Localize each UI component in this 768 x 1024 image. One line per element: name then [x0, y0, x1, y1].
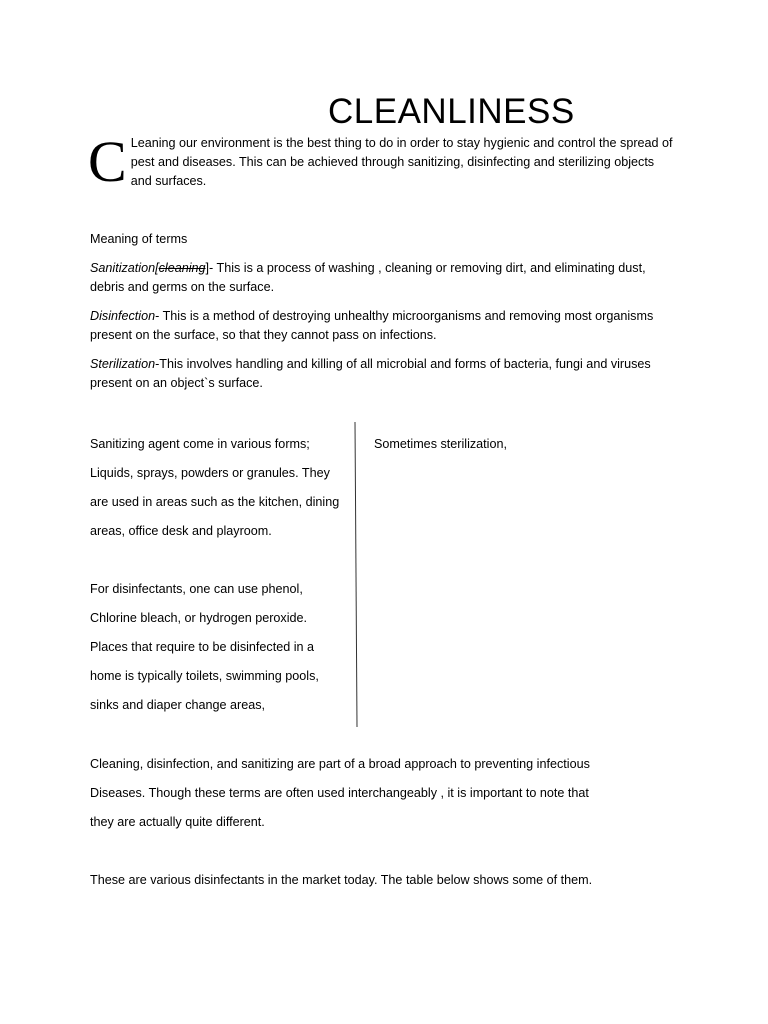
bracket-close: ] — [205, 261, 210, 275]
drop-cap: C — [88, 129, 127, 194]
bottom-line: Cleaning, disinfection, and sanitizing are part of a broad approach to preventing infectious — [90, 757, 590, 771]
bottom-section — [90, 750, 670, 895]
left-line: home is typically toilets, swimming pools, — [90, 669, 319, 683]
right-column — [374, 430, 674, 459]
left-line: sinks and diaper change areas, — [90, 698, 266, 712]
disinfection-paragraph — [90, 307, 670, 345]
page-title: CLEANLINESS — [328, 92, 575, 131]
spacer — [90, 546, 352, 575]
left-line: are used in areas such as the kitchen, dining — [90, 495, 340, 509]
term-sterilization: Sterilization — [90, 357, 156, 371]
sanitization-paragraph — [90, 259, 670, 297]
sanitization-definition: - This is a process of washing , cleaning or removing dirt, and eliminating dust, debris and germs on the surface. — [90, 261, 646, 294]
bottom-line: they are actually quite different. — [90, 815, 265, 829]
right-text: Sometimes sterilization, — [374, 437, 507, 451]
left-column — [90, 430, 352, 720]
left-line: areas, office desk and playroom. — [90, 524, 272, 538]
term-sanitization: Sanitization — [90, 261, 156, 275]
bottom-line: These are various disinfectants in the market today. The table below shows some of them. — [90, 873, 593, 887]
meaning-heading: Meaning of terms — [90, 232, 188, 246]
left-line: For disinfectants, one can use phenol, — [90, 582, 303, 596]
left-line: Liquids, sprays, powders or granules. They — [90, 466, 330, 480]
disinfection-definition: - This is a method of destroying unhealthy microorganisms and removing most organisms present on the surface, so that they cannot pass on infections. — [90, 309, 654, 342]
left-line: Places that require to be disinfected in a — [90, 640, 315, 654]
sterilization-paragraph — [90, 355, 670, 393]
sterilization-definition: -This involves handling and killing of all microbial and forms of bacteria, fungi and viruses present on an object`s surface. — [90, 357, 651, 390]
bracket-open: [ — [155, 261, 159, 275]
intro-text: Leaning our environment is the best thing to do in order to stay hygienic and control the spread of pest and diseases. This can be achieved through sanitizing, disinfecting and sterilizing objects and surfaces. — [130, 136, 673, 188]
intro-paragraph — [88, 129, 674, 194]
spacer — [90, 837, 670, 866]
struck-word: cleaning — [158, 261, 206, 275]
bottom-line: Diseases. Though these terms are often used interchangeably , it is important to note that — [90, 786, 589, 800]
left-line: Chlorine bleach, or hydrogen peroxide. — [90, 611, 308, 625]
column-divider — [354, 422, 358, 727]
term-disinfection: Disinfection — [90, 309, 156, 323]
left-line: Sanitizing agent come in various forms; — [90, 437, 310, 451]
